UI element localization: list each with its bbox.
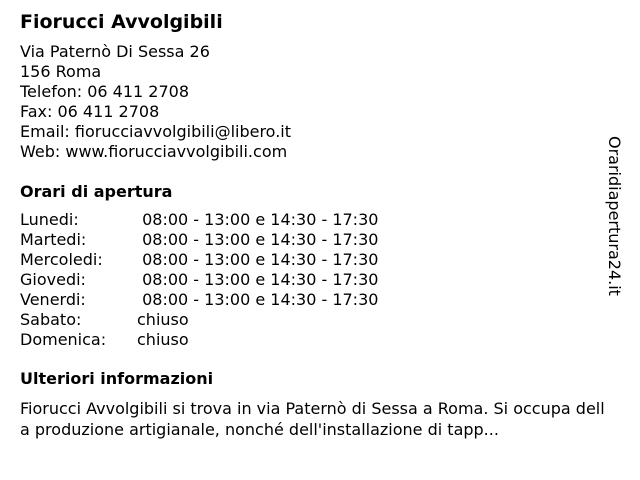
- hours-row-thursday: [20, 270, 605, 290]
- hours-row-wednesday: [20, 250, 605, 270]
- business-listing: [20, 10, 605, 440]
- day-hours: 08:00 - 13:00 e 14:30 - 17:30: [137, 210, 379, 229]
- day-hours: 08:00 - 13:00 e 14:30 - 17:30: [137, 250, 379, 269]
- day-hours: chiuso: [137, 330, 189, 349]
- hours-row-monday: [20, 210, 605, 230]
- opening-hours-table: [20, 210, 605, 350]
- business-name: Fiorucci Avvolgibili: [20, 11, 223, 33]
- hours-row-saturday: [20, 310, 605, 330]
- day-label: Sabato:: [20, 310, 82, 329]
- day-label: Domenica:: [20, 330, 107, 349]
- address-line: Via Paternò Di Sessa 26: [20, 42, 210, 61]
- web-line: Web: www.fioruccia​vvolgibili.com: [20, 142, 288, 161]
- phone-line: Telefon: 06 411 2708: [20, 82, 190, 101]
- contact-block: [20, 42, 605, 162]
- day-hours: chiuso: [137, 310, 189, 329]
- hours-row-tuesday: [20, 230, 605, 250]
- additional-info-heading: Ulteriori informazioni: [20, 369, 214, 388]
- day-hours: 08:00 - 13:00 e 14:30 - 17:30: [137, 290, 379, 309]
- day-label: Venerdi:: [20, 290, 86, 309]
- email-line: Email: fioruccia​vvolgibili@libero.it: [20, 122, 291, 141]
- additional-info-text: Fiorucci Avvolgibili si trova in via Paternò di Sessa a Roma. Si occupa della produzione artigianale, nonché dell'installazione di tapp...: [20, 399, 605, 439]
- day-hours: 08:00 - 13:00 e 14:30 - 17:30: [137, 230, 379, 249]
- hours-row-sunday: [20, 330, 605, 350]
- day-hours: 08:00 - 13:00 e 14:30 - 17:30: [137, 270, 379, 289]
- opening-hours-heading: Orari di apertura: [20, 182, 173, 201]
- day-label: Giovedi:: [20, 270, 86, 289]
- fax-line: Fax: 06 411 2708: [20, 102, 160, 121]
- hours-row-friday: [20, 290, 605, 310]
- day-label: Martedi:: [20, 230, 87, 249]
- day-label: Mercoledi:: [20, 250, 103, 269]
- site-watermark: Oraridiapertura24.it: [605, 136, 624, 296]
- city-line: 156 Roma: [20, 62, 102, 81]
- day-label: Lunedi:: [20, 210, 79, 229]
